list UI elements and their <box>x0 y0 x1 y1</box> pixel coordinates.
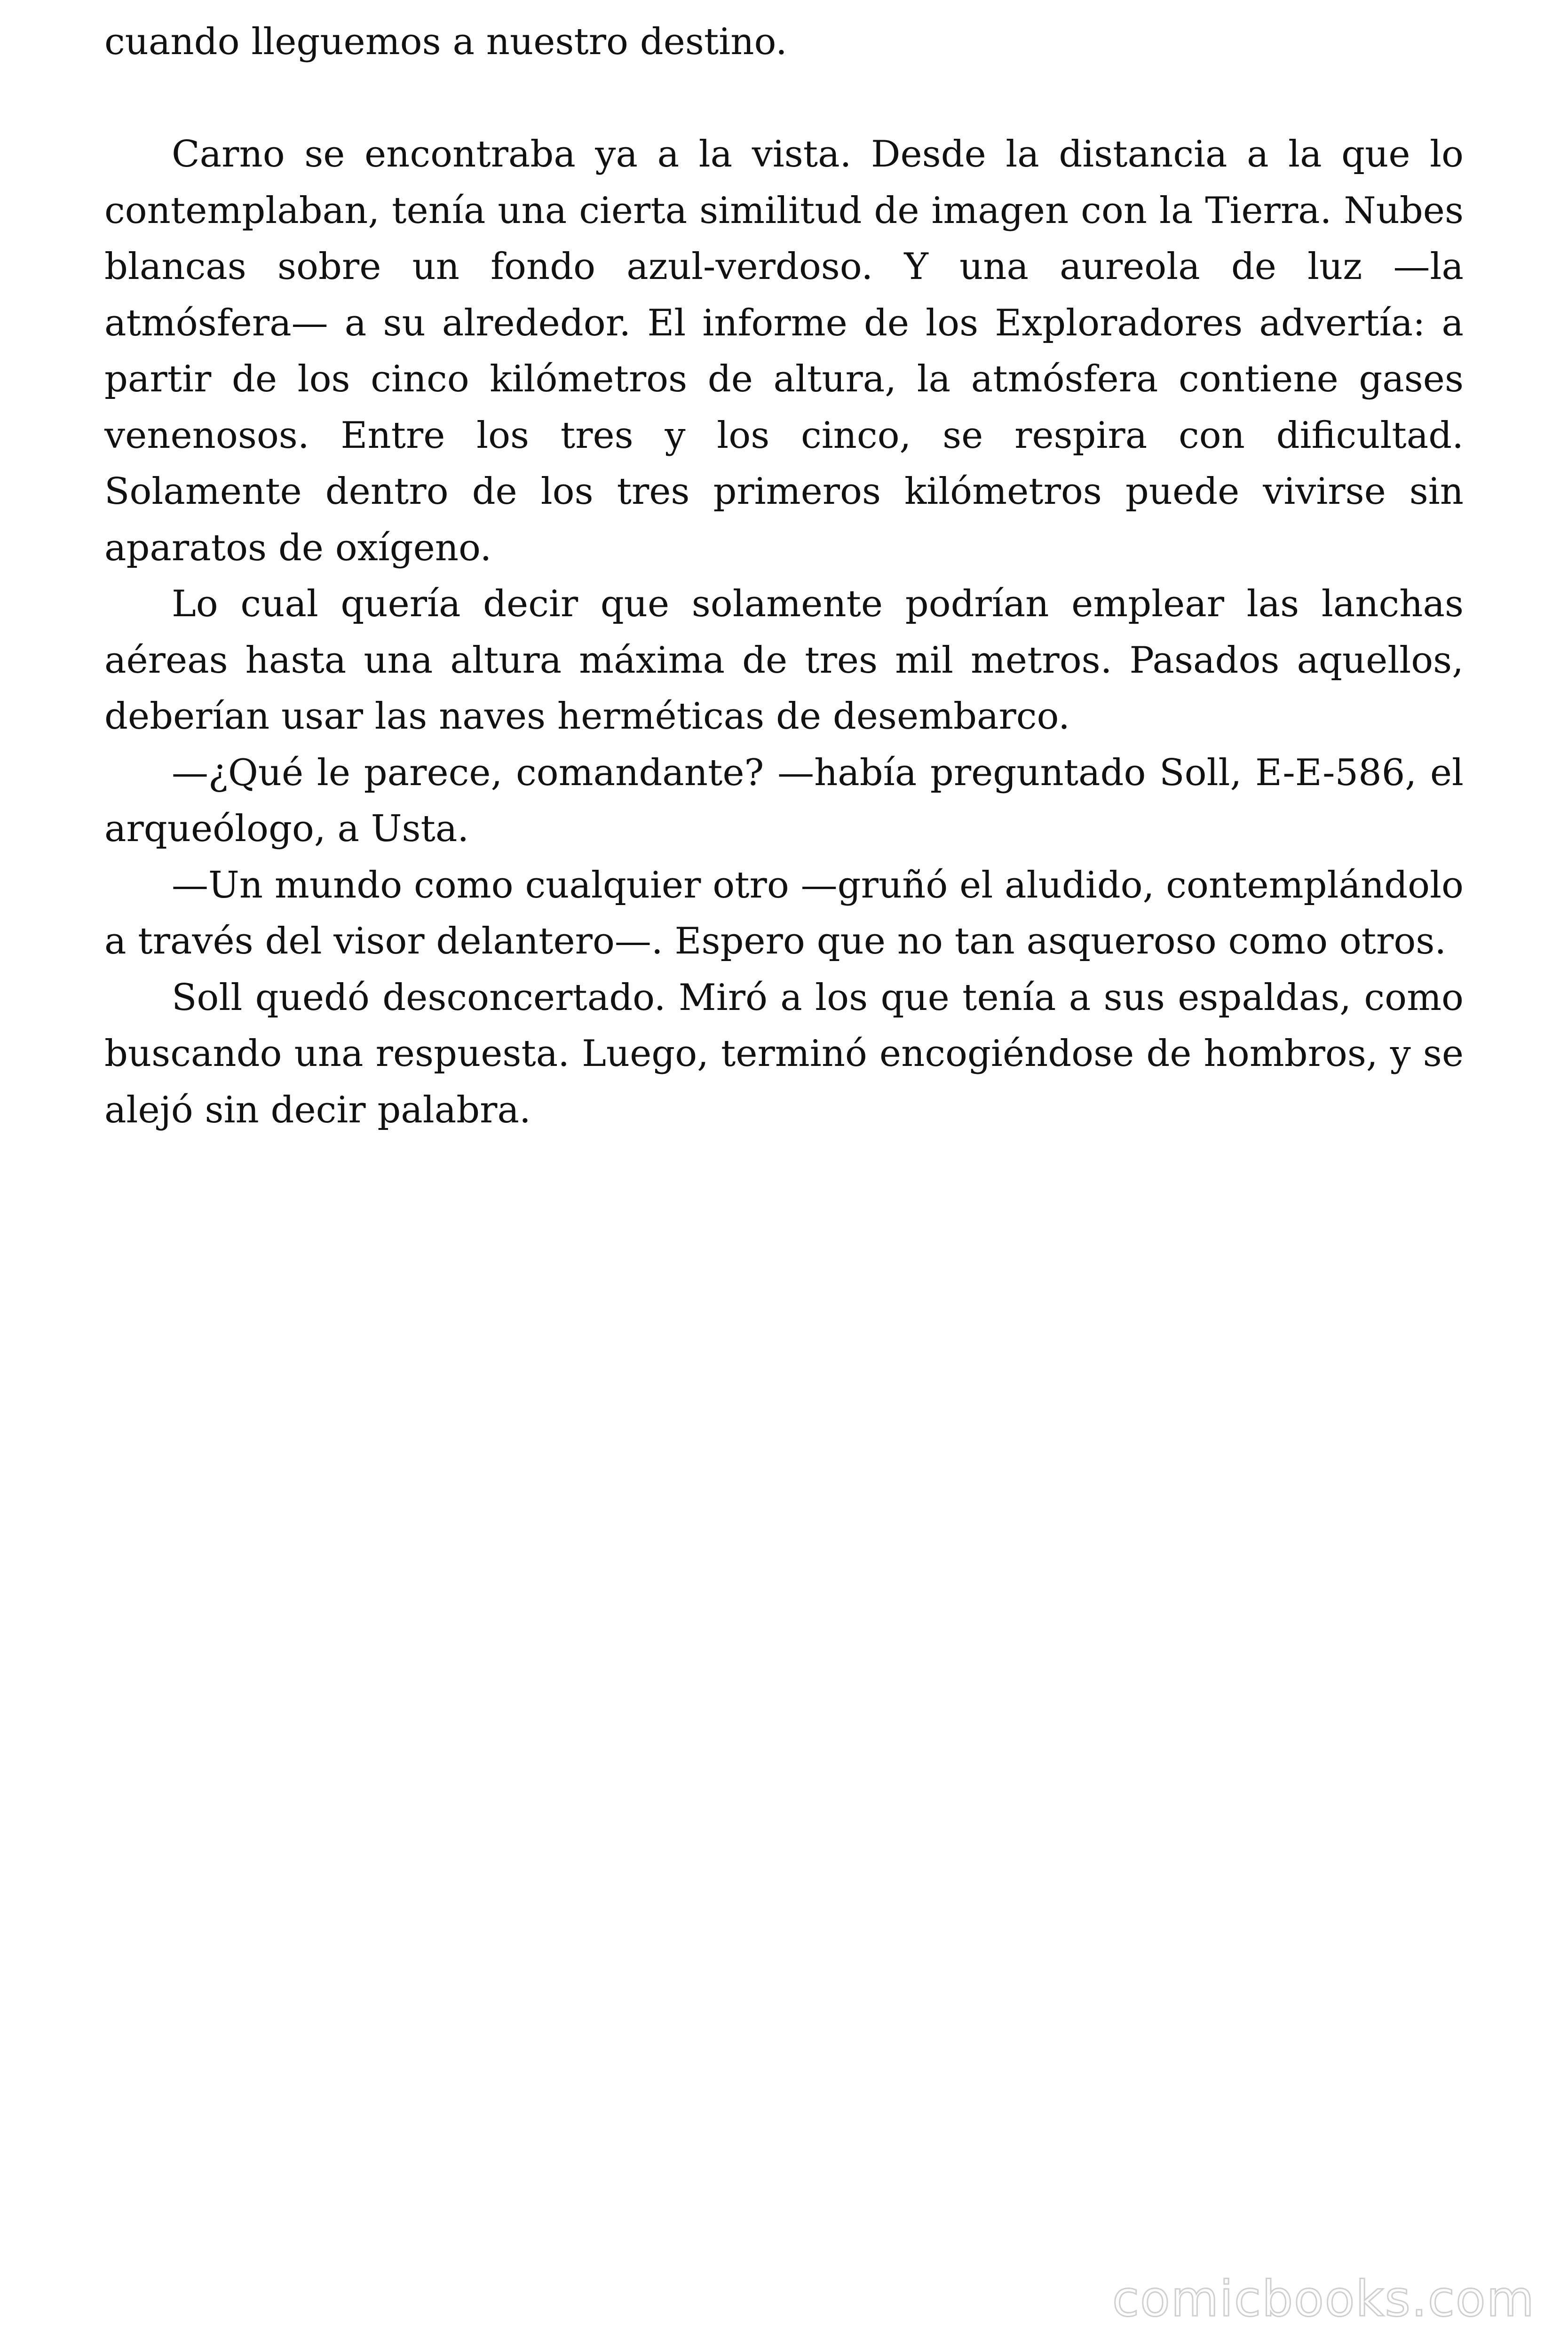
paragraph-carno-view: Carno se encontraba ya a la vista. Desde la distancia a la que lo contemplaban, tenía una cierta similitud de imagen con la Tierra. Nubes blancas sobre un fondo azul-verdoso. Y una aureola de luz —la atmósfera— a su alrededor. El informe de los Exploradores advertía: a partir de los cinco kilómetros de altura, la atmósfera contiene gases venenosos. Entre los tres y los cinco, se respira con dificultad. Solamente dentro de los tres primeros kilómetros puede vivirse sin aparatos de oxígeno. <box>104 133 1464 569</box>
paragraph-continuation: cuando lleguemos a nuestro destino. <box>104 21 787 63</box>
paragraph-air-boats: Lo cual quería decir que solamente podrían emplear las lanchas aéreas hasta una altura máxima de tres mil metros. Pasados aquellos, deberían usar las naves herméticas de desembarco. <box>104 583 1464 738</box>
paragraph-soll-question: —¿Qué le parece, comandante? —había preguntado Soll, E-E-586, el arqueólogo, a Usta. <box>104 751 1464 850</box>
watermark-logo: comicbooks.com <box>1112 2270 1535 2328</box>
paragraph-soll-leaves: Soll quedó desconcertado. Miró a los que tenía a sus espaldas, como buscando una respuesta. Luego, terminó encogiéndose de hombros, y se alejó sin decir palabra. <box>104 976 1464 1131</box>
paragraph-usta-reply: —Un mundo como cualquier otro —gruñó el aludido, contemplándolo a través del visor delantero—. Espero que no tan asqueroso como otros. <box>104 864 1464 962</box>
book-page-text <box>104 14 1464 1138</box>
